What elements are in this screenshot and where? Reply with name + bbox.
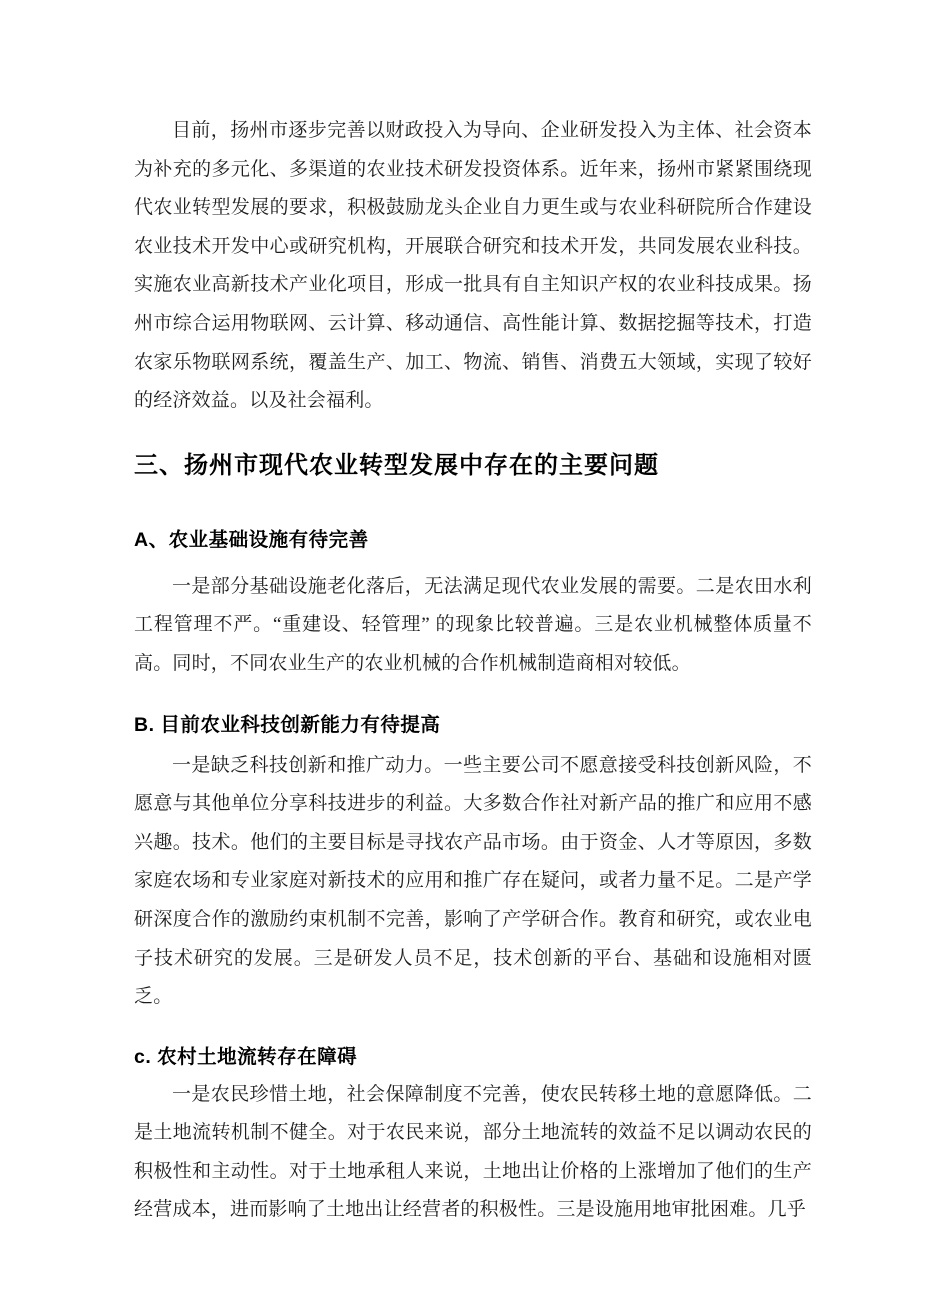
intro-paragraph: 目前，扬州市逐步完善以财政投入为导向、企业研发投入为主体、社会资本为补充的多元化、多渠道的农业技术研发投资体系。近年来，扬州市紧紧围绕现代农业转型发展的要求，积极鼓励龙头企业自力更生或与农业科研院所合作建设农业技术开发中心或研究机构，开展联合研究和技术开发，共同发展农业科技。实施农业高新技术产业化项目，形成一批具有自主知识产权的农业科技成果。扬州市综合运用物联网、云计算、移动通信、高性能计算、数据挖掘等技术，打造农家乐物联网系统，覆盖生产、加工、物流、销售、消费五大领域，实现了较好的经济效益。以及社会福利。 bbox=[134, 120, 812, 412]
subsection-b-heading: B. 目前农业科技创新能力有待提高 bbox=[134, 713, 441, 736]
section-heading-three: 三、扬州市现代农业转型发展中存在的主要问题 bbox=[134, 451, 659, 479]
subsection-b-body: 一是缺乏科技创新和推广动力。一些主要公司不愿意接受科技创新风险，不愿意与其他单位分享科技进步的利益。大多数合作社对新产品的推广和应用不感兴趣。技术。他们的主要目标是寻找农产品市场。由于资金、人才等原因，多数家庭农场和专业家庭对新技术的应用和推广存在疑问，或者力量不足。二是产学研深度合作的激励约束机制不完善，影响了产学研合作。教育和研究，或农业电子技术研究的发展。三是研发人员不足，技术创新的平台、基础和设施相对匮乏。 bbox=[134, 754, 812, 1008]
subsection-a-body: 一是部分基础设施老化落后，无法满足现代农业发展的需要。二是农田水利工程管理不严。“重建设、轻管理” 的现象比较普遍。三是农业机械整体质量不高。同时，不同农业生产的农业机械的合作机械制造商相对较低。 bbox=[134, 575, 812, 674]
subsection-c-body: 一是农民珍惜土地，社会保障制度不完善，使农民转移土地的意愿降低。二是土地流转机制不健全。对于农民来说，部分土地流转的效益不足以调动农民的积极性和主动性。对于土地承租人来说，土地出让价格的上涨增加了他们的生产经营成本，进而影响了土地出让经营者的积极性。三是设施用地审批困难。几乎 bbox=[134, 1083, 812, 1221]
subsection-c-heading: c. 农村土地流转存在障碍 bbox=[134, 1045, 358, 1068]
subsection-a-heading: A、农业基础设施有待完善 bbox=[134, 528, 369, 551]
